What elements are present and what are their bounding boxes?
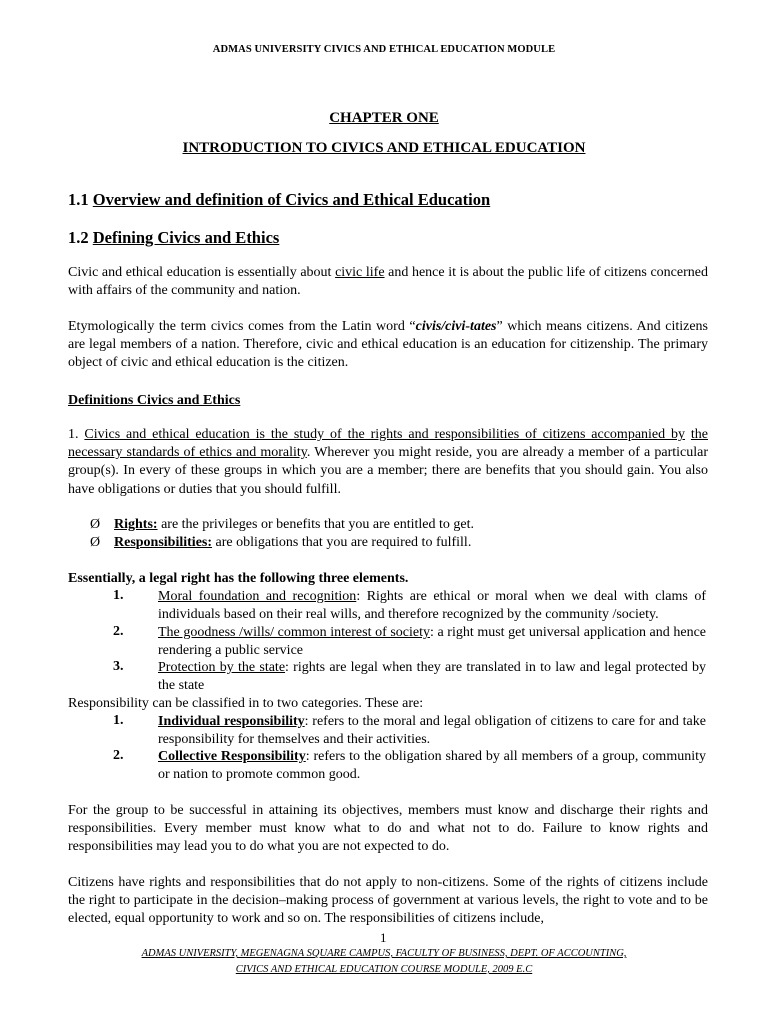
list-number: 1. [68, 427, 85, 442]
list-term: Collective Responsibility [158, 749, 306, 764]
list-number: 2. [113, 624, 124, 639]
paragraph-text: Civic and ethical education is essentially about [68, 265, 336, 280]
underlined-definition: Civics and ethical education is the study of the rights and responsibilities of citizens accompanied by [84, 427, 686, 442]
list-text: : rights are legal when they are translated in to law and legal protected by the state [158, 660, 706, 693]
list-item-common-interest [158, 624, 706, 660]
section-title: Overview and definition of Civics and Ethical Education [92, 190, 491, 209]
list-number: 1. [113, 713, 124, 728]
bullet-rights [90, 516, 474, 534]
paragraph-group-success: For the group to be successful in attaining its objectives, members must know and discharge their rights and responsibilities. Every member must know what to do and what not to do. Failure to know rights and responsibilities may lead you to do what you are not expected to do. [68, 803, 708, 855]
list-item-moral-foundation [158, 588, 706, 624]
list-text: : refers to the moral and legal obligation of citizens to care for and take responsibility for themselves and their activities. [158, 714, 706, 747]
bullet-text: are the privileges or benefits that you are entitled to get. [157, 517, 475, 532]
paragraph-citizen-rights: Citizens have rights and responsibilities that do not apply to non-citizens. Some of the rights of citizens include the right to participate in the decision–making process of government at various levels, the right to vote and to be elected, equal opportunity to work and so on. The responsibilities of citizens include, [68, 875, 708, 927]
list-term: The goodness /wills/ common interest of society [158, 625, 430, 640]
section-heading-1-1 [68, 190, 490, 210]
underlined-definition: the necessary standards of ethics and morality [68, 427, 709, 461]
rights-elements-heading: Essentially, a legal right has the following three elements. [68, 571, 409, 586]
list-term: Protection by the state [158, 660, 286, 675]
list-item-individual-responsibility [158, 713, 706, 749]
section-number: 1.2 [68, 228, 93, 247]
paragraph-text: . Wherever you might reside, you are already a member of a particular group(s). In every of these groups in which you are a member; there are benefits that you should gain. You also have obligations or duties that you should fulfill. [68, 445, 708, 497]
section-heading-1-2 [68, 228, 279, 248]
list-number: 2. [113, 748, 124, 763]
bullet-term: Rights: [114, 517, 158, 532]
paragraph-civic-life [68, 264, 708, 300]
latin-term: civis/civi-tates [415, 319, 497, 334]
list-text: : a right must get universal application and hence rendering a public service [158, 625, 707, 658]
list-number: 1. [113, 588, 124, 603]
list-number: 3. [113, 659, 124, 674]
paragraph-text: and hence it is about the public life of citizens concerned with affairs of the community and nation. [68, 265, 708, 299]
underlined-term: civic life [335, 265, 385, 280]
responsibility-intro: Responsibility can be classified in to two categories. These are: [68, 696, 424, 711]
bullet-term: Responsibilities: [114, 535, 213, 550]
list-term: Individual responsibility [158, 714, 305, 729]
chapter-subtitle: INTRODUCTION TO CIVICS AND ETHICAL EDUCATION [182, 140, 586, 156]
section-number: 1.1 [68, 190, 93, 209]
list-item-protection-by-state [158, 659, 706, 695]
page-number: 1 [380, 930, 387, 945]
bullet-text: are obligations that you are required to fulfill. [212, 535, 472, 550]
running-header: ADMAS UNIVERSITY CIVICS AND ETHICAL EDUCATION MODULE [212, 44, 556, 55]
section-title: Defining Civics and Ethics [92, 228, 280, 247]
list-text: : Rights are ethical or moral when we deal with clams of individuals based on their real wills, and therefore recognized by the community /society. [158, 589, 706, 622]
list-item-collective-responsibility [158, 748, 706, 784]
paragraph-etymology [68, 318, 708, 373]
definitions-heading: Definitions Civics and Ethics [68, 393, 241, 408]
footer-line-2: CIVICS AND ETHICAL EDUCATION COURSE MODULE, 2009 E.C [235, 964, 533, 975]
footer-line-1: ADMAS UNIVERSITY, MEGENAGNA SQUARE CAMPUS, FACULTY OF BUSINESS, DEPT. OF ACCOUNTING, [141, 948, 627, 959]
list-text: : refers to the obligation shared by all members of a group, community or nation to promote common good. [158, 749, 706, 782]
paragraph-text: Etymologically the term civics comes from the Latin word “ [68, 319, 416, 334]
paragraph-text: ” which means citizens. And citizens are legal members of a nation. Therefore, civic and ethical education is an education for citizenship. The primary object of civic and ethical education is the citizen. [68, 319, 708, 371]
paragraph-definition-1 [68, 426, 708, 499]
bullet-arrow-icon: Ø [90, 535, 101, 550]
bullet-arrow-icon: Ø [90, 517, 101, 532]
list-term: Moral foundation and recognition [158, 589, 357, 604]
chapter-title: CHAPTER ONE [329, 110, 439, 126]
bullet-responsibilities [90, 534, 471, 552]
